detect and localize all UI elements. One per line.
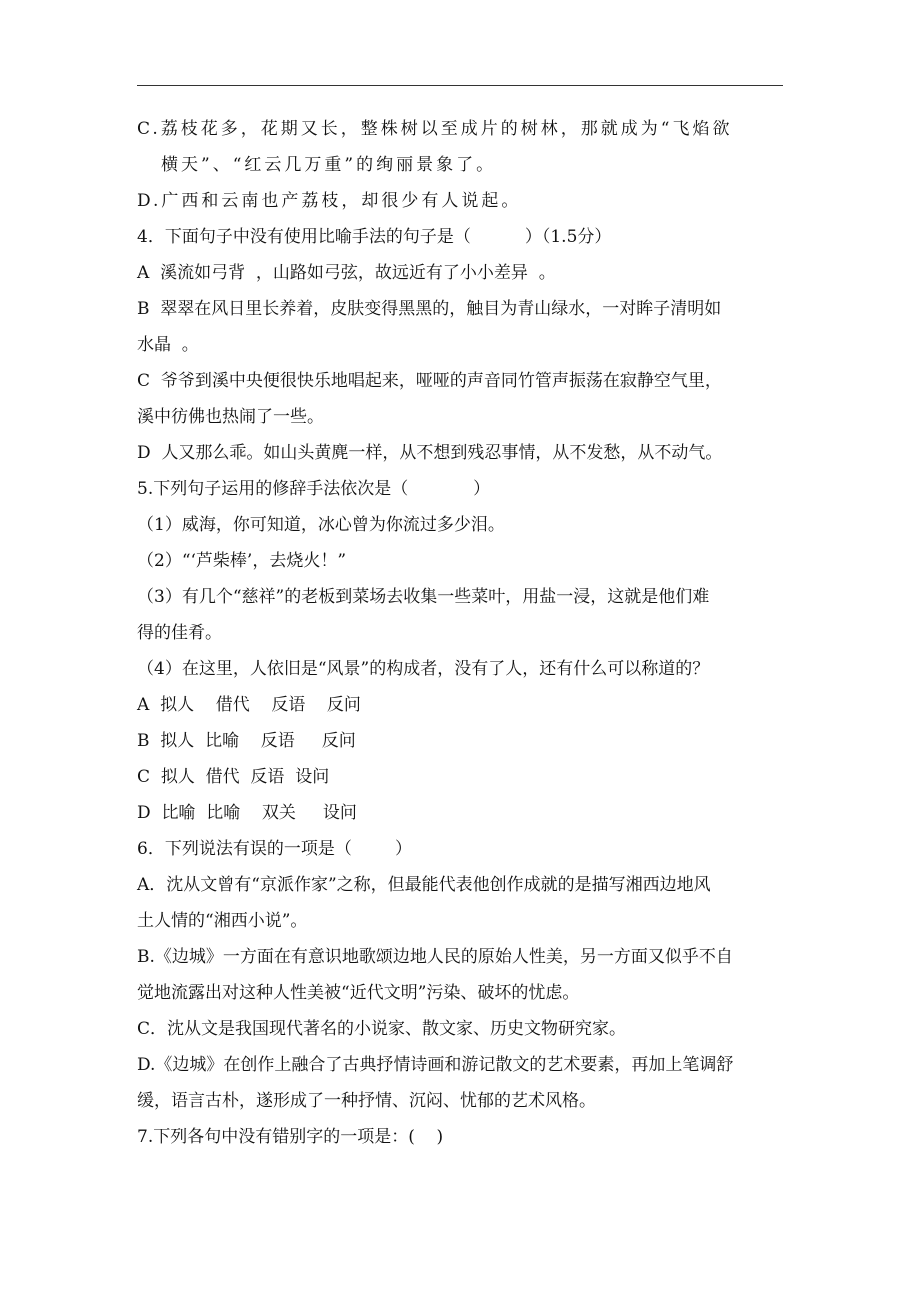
q5-option-b: B 拟人 比喻 反语 反问 (137, 731, 356, 751)
q6-option-b-line-2: 觉地流露出对这种人性美被“近代文明”污染、破坏的忧虑。 (137, 983, 580, 1003)
q4-option-c-line-1: C 爷爷到溪中央便很快乐地唱起来，哑哑的声音同竹管声振荡在寂静空气里， (137, 371, 722, 391)
q6-option-a-line-2: 土人情的“湘西小说”。 (137, 911, 308, 931)
question-5: 5.下列句子运用的修辞手法依次是（ ） (137, 479, 491, 499)
q4-option-c-line-2: 溪中彷佛也热闹了一些。 (137, 407, 324, 427)
q5-sentence-4: （4）在这里，人依旧是“风景”的构成者，没有了人，还有什么可以称道的？ (137, 659, 710, 679)
q5-sentence-1: （1）威海，你可知道，冰心曾为你流过多少泪。 (137, 515, 505, 535)
q4-option-d: D 人又那么乖。如山头黄麂一样，从不想到残忍事情，从不发愁，从不动气。 (137, 443, 723, 463)
question-7: 7.下列各句中没有错别字的一项是：( ) (137, 1127, 444, 1147)
q6-option-b-line-1: B.《边城》一方面在有意识地歌颂边地人民的原始人性美，另一方面又似乎不自 (137, 947, 733, 967)
question-6: 6．下列说法有误的一项是（ ） (137, 839, 413, 859)
q6-option-d-line-2: 缓，语言古朴，遂形成了一种抒情、沉闷、忧郁的艺术风格。 (137, 1091, 596, 1111)
option-c-line-1: C.荔枝花多，花期又长，整株树以至成片的树林，那就成为“飞焰欲 (137, 119, 733, 139)
q5-sentence-3-line-2: 得的佳肴。 (137, 623, 222, 643)
q5-option-a: A 拟人 借代 反语 反问 (137, 695, 361, 715)
q5-sentence-3-line-1: （3）有几个“慈祥”的老板到菜场去收集一些菜叶，用盐一浸，这就是他们难 (137, 587, 710, 607)
q5-sentence-2: （2）“‘芦柴棒’，去烧火！” (137, 551, 347, 571)
option-d-line: D.广西和云南也产荔枝，却很少有人说起。 (137, 191, 522, 211)
header-rule (137, 85, 783, 86)
q4-option-b-line-1: B 翠翠在风日里长养着，皮肤变得黑黑的，触目为青山绿水，一对眸子清明如 (137, 299, 722, 319)
q5-option-d: D 比喻 比喻 双关 设问 (137, 803, 357, 823)
q5-option-c: C 拟人 借代 反语 设问 (137, 767, 330, 787)
q6-option-d-line-1: D.《边城》在创作上融合了古典抒情诗画和游记散文的艺术要素，再加上笔调舒 (137, 1055, 734, 1075)
q6-option-a-line-1: A．沈从文曾有“京派作家”之称，但最能代表他创作成就的是描写湘西边地风 (137, 875, 711, 895)
q4-option-b-line-2: 水晶 。 (137, 335, 199, 355)
option-c-line-2: 横天”、“红云几万重”的绚丽景象了。 (161, 155, 497, 175)
q6-option-c: C．沈从文是我国现代著名的小说家、散文家、历史文物研究家。 (137, 1019, 627, 1039)
question-4: 4．下面句子中没有使用比喻手法的句子是（ ）（1.5分） (137, 227, 612, 247)
q4-option-a: A 溪流如弓背 ，山路如弓弦，故远近有了小小差异 。 (137, 263, 556, 283)
